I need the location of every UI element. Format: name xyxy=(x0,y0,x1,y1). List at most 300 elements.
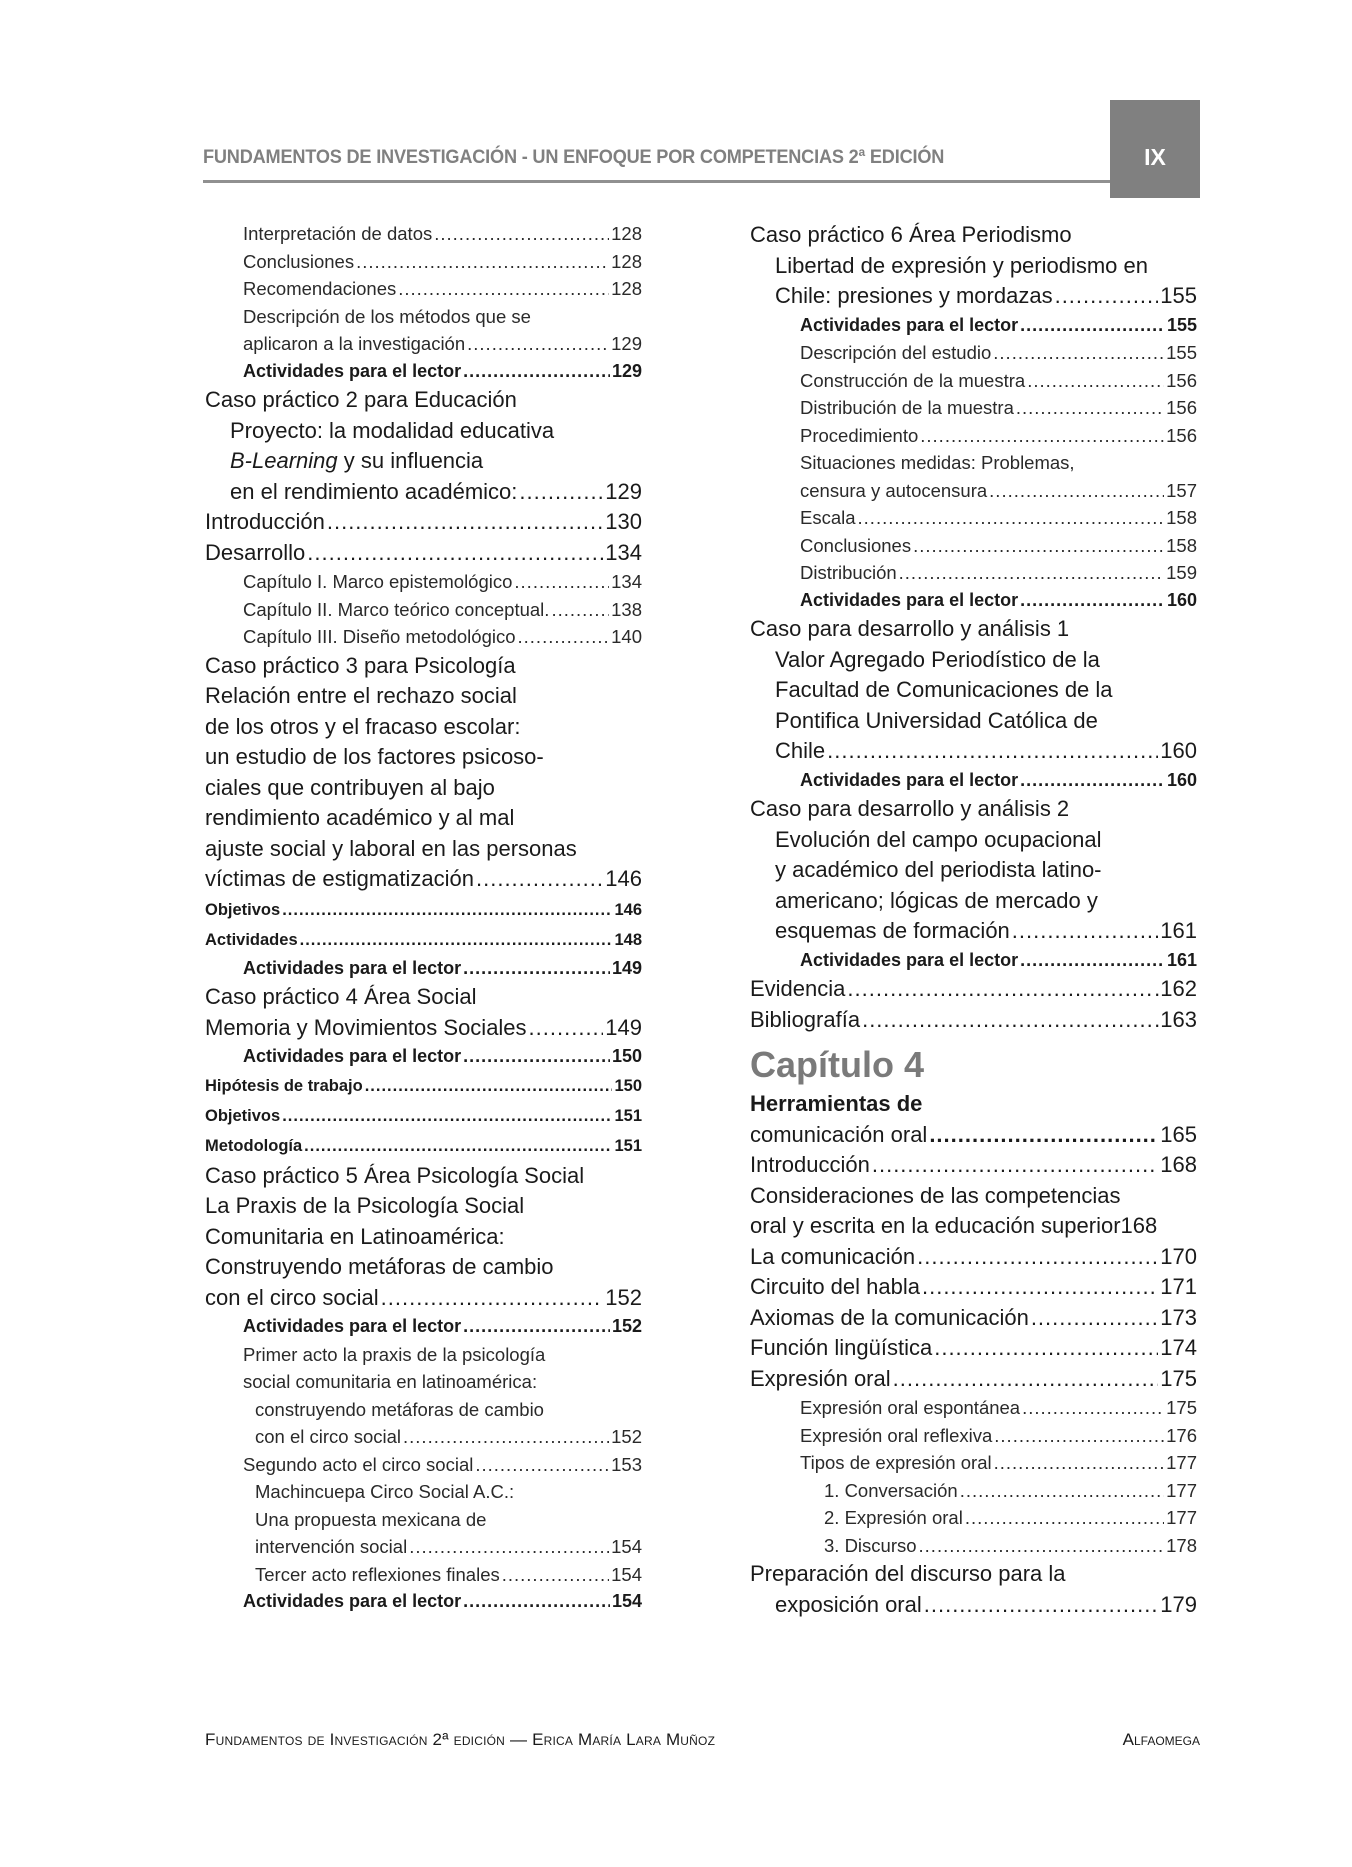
dot-leader xyxy=(965,1504,1164,1532)
toc-entry-page: 134 xyxy=(611,571,642,592)
dot-leader xyxy=(304,1131,612,1161)
toc-entry-title: de los otros y el fracaso escolar: xyxy=(205,713,521,739)
toc-entry-page: 157 xyxy=(1166,479,1197,501)
toc-entry-title: con el circo social xyxy=(205,1284,379,1310)
toc-entry xyxy=(205,596,642,624)
toc-entry-title: Actividades para el lector xyxy=(243,1046,462,1066)
dot-leader xyxy=(463,1313,610,1341)
toc-entry xyxy=(205,538,642,569)
toc-entry-page: 175 xyxy=(1166,1397,1197,1418)
toc-entry xyxy=(750,312,1197,340)
dot-leader xyxy=(847,974,1152,1005)
dot-leader xyxy=(551,596,609,624)
footer-book-credit: Fundamentos de Investigación 2ª edición — Erica María Lara Muñoz xyxy=(205,1730,716,1749)
dot-leader xyxy=(893,1364,1159,1395)
dot-leader xyxy=(913,532,1164,560)
toc-entry xyxy=(750,916,1197,947)
toc-entry-title: Actividades para el lector xyxy=(800,589,1019,610)
toc-entry-title: y académico del periodista latino- xyxy=(775,857,1102,882)
toc-entry-page: 159 xyxy=(1166,562,1197,583)
dot-leader xyxy=(1020,587,1165,615)
toc-entry-title: esquemas de formación xyxy=(775,918,1010,943)
dot-leader xyxy=(327,507,603,538)
dot-leader xyxy=(463,1043,610,1071)
toc-entry-title: Pontifica Universidad Católica de xyxy=(775,707,1098,733)
toc-entry-page: 156 xyxy=(1166,397,1197,418)
toc-entry xyxy=(750,1150,1197,1181)
toc-entry xyxy=(750,1089,1197,1120)
toc-entry-page: .163 xyxy=(1154,1006,1197,1032)
toc-entry xyxy=(205,416,642,447)
toc-entry-title: Caso práctico 2 para Educación xyxy=(205,387,517,412)
toc-entry-title: Objetivos xyxy=(205,900,281,919)
toc-entry-page: 158 xyxy=(1166,534,1197,556)
toc-column-right xyxy=(750,220,1197,1620)
dot-leader xyxy=(409,1533,609,1561)
toc-entry xyxy=(205,623,642,651)
toc-entry xyxy=(205,864,642,895)
toc-entry-page: 128 xyxy=(611,278,642,299)
dot-leader xyxy=(502,1561,609,1589)
toc-entry-title: Memoria y Movimientos Sociales xyxy=(205,1014,527,1040)
toc-entry xyxy=(750,1422,1197,1450)
footer-publisher: Alfaomega xyxy=(1122,1730,1200,1749)
toc-entry-title: Expresión oral reflexiva xyxy=(800,1424,993,1446)
toc-entry-page: 129 xyxy=(611,333,642,354)
toc-entry-title: 2. Expresión oral xyxy=(824,1507,963,1528)
dot-leader xyxy=(529,1013,604,1044)
dot-leader xyxy=(919,1532,1165,1560)
toc-entry xyxy=(750,794,1197,825)
toc-entry-page: 179 xyxy=(1160,1591,1197,1617)
toc-entry-title: Expresión oral xyxy=(750,1365,891,1391)
toc-entry-page: 170 xyxy=(1160,1243,1197,1269)
toc-entry xyxy=(750,886,1197,917)
toc-entry-page: 129 xyxy=(611,360,642,381)
toc-entry-title: social comunitaria en latinoamérica: xyxy=(243,1371,538,1392)
toc-entry-page: 149 xyxy=(611,957,642,978)
toc-entry xyxy=(750,1005,1197,1036)
toc-entry-title: Comunitaria en Latinoamérica: xyxy=(205,1223,505,1249)
toc-entry xyxy=(205,1252,642,1283)
toc-entry-title: Actividades para el lector xyxy=(800,314,1019,335)
dot-leader xyxy=(476,864,603,895)
dot-leader xyxy=(1012,916,1158,947)
toc-entry-page: 151 xyxy=(614,1106,642,1125)
toc-entry-page: 128 xyxy=(611,250,642,272)
toc-entry-page: 148 xyxy=(614,930,642,949)
toc-entry-title: Hipótesis de trabajo xyxy=(205,1076,363,1095)
dot-leader xyxy=(989,477,1164,505)
toc-entry xyxy=(205,773,642,804)
toc-entry-title: Facultad de Comunicaciones de la xyxy=(775,677,1113,702)
toc-entry xyxy=(750,1303,1197,1334)
toc-entry-page: 178 xyxy=(1166,1534,1197,1556)
toc-entry-title: Tipos de expresión oral xyxy=(800,1452,992,1473)
toc-entry xyxy=(205,1313,642,1341)
toc-entry-title: Distribución xyxy=(800,562,897,583)
dot-leader xyxy=(1031,1303,1158,1334)
toc-entry-page: 129 xyxy=(605,478,642,504)
toc-entry-title: ciales que contribuyen al bajo xyxy=(205,774,495,800)
dot-leader xyxy=(398,275,609,303)
toc-entry xyxy=(205,1588,642,1616)
chapter-heading: Capítulo 4 xyxy=(750,1044,925,1085)
toc-entry xyxy=(750,1394,1197,1422)
dot-leader xyxy=(1055,281,1159,312)
toc-entry-title: Herramientas de xyxy=(750,1091,923,1116)
toc-entry-page: 161 xyxy=(1160,918,1197,943)
toc-entry xyxy=(205,982,642,1013)
toc-entry-title: censura y autocensura xyxy=(800,479,988,501)
toc-entry xyxy=(750,281,1197,312)
toc-entry xyxy=(205,1222,642,1253)
toc-entry-title: Primer acto la praxis de la psicología xyxy=(243,1343,546,1365)
toc-entry-page: 146 xyxy=(614,900,642,919)
toc-entry-title: Conclusiones xyxy=(800,534,912,556)
toc-entry-page: 161 xyxy=(1166,949,1197,970)
toc-entry xyxy=(750,1242,1197,1273)
toc-entry-title: Interpretación de datos xyxy=(243,223,433,244)
toc-entry-page: 177 xyxy=(1166,1507,1197,1528)
toc-entry xyxy=(750,504,1197,532)
toc-entry xyxy=(750,614,1197,645)
toc-entry-title: Caso práctico 6 Área Periodismo xyxy=(750,222,1072,247)
toc-entry-title: Descripción de los métodos que se xyxy=(243,305,531,327)
toc-entry-title: rendimiento académico y al mal xyxy=(205,805,515,830)
toc-entry xyxy=(205,507,642,538)
toc-entry-title: Metodología xyxy=(205,1136,303,1155)
dot-leader xyxy=(475,1451,609,1479)
dot-leader xyxy=(862,1005,1152,1036)
toc-entry xyxy=(750,1181,1197,1212)
toc-entry xyxy=(205,446,642,477)
toc-entry xyxy=(205,1161,642,1192)
toc-entry-title: Proyecto: la modalidad educativa xyxy=(230,417,555,443)
toc-entry xyxy=(205,1341,642,1369)
toc-entry-page: 168 xyxy=(1160,1152,1197,1177)
toc-entry xyxy=(750,220,1197,251)
toc-entry xyxy=(205,1396,642,1424)
toc-entry-title: Función lingüística xyxy=(750,1335,933,1360)
toc-entry xyxy=(205,1423,642,1451)
toc-entry-title: Bibliografía xyxy=(750,1006,861,1032)
running-head: FUNDAMENTOS DE INVESTIGACIÓN - UN ENFOQUE POR COMPETENCIAS 2ª EDICIÓN xyxy=(203,146,945,168)
dot-leader xyxy=(934,1333,1158,1364)
toc-entry xyxy=(205,1131,642,1161)
toc-entry-page: .162 xyxy=(1154,976,1197,1001)
dot-leader xyxy=(899,559,1164,587)
toc-entry xyxy=(750,559,1197,587)
toc-entry xyxy=(205,220,642,248)
toc-entry-page: 153 xyxy=(611,1453,642,1475)
dot-leader xyxy=(463,955,610,983)
page-number: IX xyxy=(1144,144,1166,170)
toc-entry-title: Preparación del discurso para la xyxy=(750,1561,1066,1586)
toc-entry-title: Valor Agregado Periodístico de la xyxy=(775,646,1100,672)
toc-entry-title: víctimas de estigmatización xyxy=(205,866,474,891)
dot-leader xyxy=(1020,312,1165,340)
toc-entry-title: un estudio de los factores psicoso- xyxy=(205,744,544,769)
toc-entry xyxy=(205,742,642,773)
toc-entry xyxy=(750,675,1197,706)
dot-leader xyxy=(519,477,603,508)
toc-entry-page: 156 xyxy=(1166,424,1197,446)
toc-entry-page: 154 xyxy=(611,1536,642,1557)
toc-entry xyxy=(205,834,642,865)
dot-leader xyxy=(365,1071,613,1101)
toc-entry-title: comunicación oral xyxy=(750,1121,928,1147)
toc-entry-title: intervención social xyxy=(255,1536,408,1557)
toc-entry-page: 177 xyxy=(1166,1452,1197,1473)
dot-leader xyxy=(994,1422,1164,1450)
toc-entry-title: Tercer acto reflexiones finales xyxy=(255,1563,500,1585)
toc-entry-page: 152 xyxy=(611,1426,642,1447)
toc-entry xyxy=(750,394,1197,422)
toc-entry-title: Capítulo II. Marco teórico conceptual. xyxy=(243,598,550,620)
dot-leader xyxy=(827,736,1158,767)
toc-entry xyxy=(750,1120,1197,1151)
toc-entry-page: 149 xyxy=(605,1014,642,1040)
toc-entry-title: Escala xyxy=(800,507,856,528)
toc-entry-title: en el rendimiento académico: xyxy=(230,478,518,504)
toc-entry xyxy=(750,339,1197,367)
toc-entry xyxy=(205,1533,642,1561)
toc-entry xyxy=(205,385,642,416)
toc-entry-title: Expresión oral espontánea xyxy=(800,1397,1021,1418)
toc-entry-page: 130 xyxy=(605,509,642,534)
toc-entry-title: Desarrollo xyxy=(205,539,306,565)
toc-entry-title: Evolución del campo ocupacional xyxy=(775,826,1102,852)
toc-entry xyxy=(205,1071,642,1101)
dot-leader xyxy=(993,339,1164,367)
toc-entry-title: B-Learning y su influencia xyxy=(230,448,484,473)
toc-entry-title: Caso práctico 3 para Psicología xyxy=(205,652,516,678)
toc-entry xyxy=(205,330,642,358)
toc-entry xyxy=(750,1211,1197,1242)
toc-entry-page: 140 xyxy=(611,626,642,647)
toc-entry-page: 176 xyxy=(1166,1424,1197,1446)
toc-entry xyxy=(205,895,642,925)
toc-entry xyxy=(750,736,1197,767)
toc-entry xyxy=(205,712,642,743)
toc-entry xyxy=(750,645,1197,676)
header-rule xyxy=(203,180,1110,183)
toc-entry xyxy=(205,1451,642,1479)
dot-leader xyxy=(467,330,609,358)
toc-entry-page: 150 xyxy=(614,1076,642,1095)
toc-entry-title: Relación entre el rechazo social xyxy=(205,683,517,708)
toc-entry-title: Caso práctico 5 Área Psicología Social xyxy=(205,1162,585,1188)
toc-entry xyxy=(750,477,1197,505)
toc-entry-page: 128 xyxy=(611,223,642,244)
toc-entry-title: construyendo metáforas de cambio xyxy=(255,1398,544,1420)
dot-leader xyxy=(356,248,609,276)
toc-entry xyxy=(205,303,642,331)
toc-entry-title: Descripción del estudio xyxy=(800,342,992,363)
toc-entry-title: Situaciones medidas: Problemas, xyxy=(800,452,1075,473)
toc-entry-page: 138 xyxy=(611,598,642,620)
toc-entry-title: Una propuesta mexicana de xyxy=(255,1508,487,1530)
toc-entry xyxy=(750,1559,1197,1590)
toc-entry xyxy=(750,1333,1197,1364)
toc-entry xyxy=(750,855,1197,886)
toc-entry-page: 155 xyxy=(1160,283,1197,308)
dot-leader xyxy=(872,1150,1158,1181)
toc-entry xyxy=(750,1590,1197,1621)
toc-entry-title: aplicaron a la investigación xyxy=(243,333,466,354)
toc-entry-title: Machincuepa Circo Social A.C.: xyxy=(255,1481,515,1502)
toc-entry-page: 156 xyxy=(1166,369,1197,391)
toc-entry xyxy=(205,358,642,386)
toc-entry xyxy=(750,251,1197,282)
dot-leader xyxy=(282,895,612,925)
toc-entry xyxy=(205,568,642,596)
toc-entry xyxy=(750,532,1197,560)
toc-entry-page: 168 xyxy=(1120,1213,1158,1238)
toc-entry-title: Actividades para el lector xyxy=(800,769,1019,790)
toc-entry xyxy=(750,974,1197,1005)
dot-leader xyxy=(1020,767,1165,795)
page-header xyxy=(203,100,1200,198)
dot-leader xyxy=(300,925,613,955)
toc-entry-page: 160 xyxy=(1166,589,1197,610)
toc-entry-title: Segundo acto el circo social xyxy=(243,1453,474,1475)
toc-entry-page: 177 xyxy=(1166,1479,1197,1501)
toc-entry xyxy=(205,803,642,834)
toc-entry-title: Actividades para el lector xyxy=(243,1591,462,1611)
dot-leader xyxy=(307,538,603,569)
dot-leader xyxy=(282,1101,612,1131)
toc-entry xyxy=(750,1272,1197,1303)
toc-entry-page: 165 xyxy=(1160,1121,1197,1147)
page-number-tab xyxy=(1110,100,1200,198)
toc-entry xyxy=(205,925,642,955)
dot-leader xyxy=(929,1120,1158,1151)
toc-entry-page: 134 xyxy=(605,539,642,565)
toc-entry xyxy=(750,767,1197,795)
toc-entry-title: con el circo social xyxy=(255,1426,402,1447)
toc-entry-page: 154 xyxy=(611,1591,642,1611)
toc-entry xyxy=(750,449,1197,477)
toc-entry-title: La Praxis de la Psicología Social xyxy=(205,1193,525,1218)
toc-entry xyxy=(205,1561,642,1589)
toc-entry xyxy=(750,1364,1197,1395)
toc-entry xyxy=(205,651,642,682)
toc-entry-page: 175 xyxy=(1160,1365,1197,1391)
toc-entry-page: 150 xyxy=(611,1046,642,1066)
dot-leader xyxy=(518,623,610,651)
dot-leader xyxy=(434,220,609,248)
toc-entry-title: Distribución de la muestra xyxy=(800,397,1014,418)
toc-entry-page: 152 xyxy=(605,1284,642,1310)
toc-entry-page: 171 xyxy=(1160,1274,1197,1299)
dot-leader xyxy=(403,1423,609,1451)
dot-leader xyxy=(463,1588,610,1616)
toc-entry-title: Construcción de la muestra xyxy=(800,369,1026,391)
dot-leader xyxy=(514,568,609,596)
toc-entry-title: Chile xyxy=(775,738,826,763)
toc-entry-title: Capítulo I. Marco epistemológico xyxy=(243,571,513,592)
toc-entry xyxy=(750,1532,1197,1560)
toc-entry-title: Circuito del habla xyxy=(750,1274,920,1299)
toc-entry-title: 3. Discurso xyxy=(824,1534,917,1556)
toc-entry-page: 154 xyxy=(611,1563,642,1585)
dot-leader xyxy=(920,422,1164,450)
toc-entry-title: Conclusiones xyxy=(243,250,355,272)
toc-entry xyxy=(205,1283,642,1314)
toc-entry xyxy=(205,1191,642,1222)
dot-leader xyxy=(1022,1394,1164,1422)
toc-entry-title: ajuste social y laboral en las personas xyxy=(205,835,577,861)
toc-entry xyxy=(205,477,642,508)
dot-leader xyxy=(917,1242,1158,1273)
toc-entry-title: Evidencia xyxy=(750,976,846,1001)
toc-entry xyxy=(750,422,1197,450)
toc-entry-page: 160 xyxy=(1166,769,1197,790)
toc-entry-title: Capítulo III. Diseño metodológico xyxy=(243,626,516,647)
toc-entry-title: Chile: presiones y mordazas xyxy=(775,283,1053,308)
toc-entry xyxy=(750,825,1197,856)
toc-entry xyxy=(750,947,1197,975)
toc-entry xyxy=(750,1504,1197,1532)
dot-leader xyxy=(960,1477,1164,1505)
toc-entry-title: Introducción xyxy=(750,1152,870,1177)
toc-entry-title: Procedimiento xyxy=(800,424,919,446)
toc-column-left xyxy=(205,220,642,1616)
toc-entry xyxy=(750,367,1197,395)
toc-entry-page: 173 xyxy=(1160,1304,1197,1330)
toc-entry-title: Axiomas de la comunicación xyxy=(750,1304,1029,1330)
toc-entry-title: Actividades xyxy=(205,930,298,949)
dot-leader xyxy=(858,504,1165,532)
toc-entry-title: Caso práctico 4 Área Social xyxy=(205,984,477,1009)
dot-leader xyxy=(1020,947,1165,975)
toc-entry-page: 146 xyxy=(605,866,642,891)
toc-entry xyxy=(205,275,642,303)
dot-leader xyxy=(1027,367,1164,395)
toc-entry xyxy=(205,1368,642,1396)
toc-entry-title: Caso para desarrollo y análisis 1 xyxy=(750,616,1070,641)
toc-entry-page: 151 xyxy=(614,1136,642,1155)
toc-entry xyxy=(750,706,1197,737)
toc-entry xyxy=(205,1013,642,1044)
toc-entry-title: oral y escrita en la educación superior xyxy=(750,1213,1121,1238)
dot-leader xyxy=(381,1283,604,1314)
toc-entry-title: La comunicación xyxy=(750,1243,916,1269)
toc-entry-title: americano; lógicas de mercado y xyxy=(775,887,1098,913)
toc-entry-title: Consideraciones de las competencias xyxy=(750,1182,1121,1208)
dot-leader xyxy=(1016,394,1164,422)
toc-entry-page: 158 xyxy=(1166,507,1197,528)
toc-entry xyxy=(750,1477,1197,1505)
toc-entry xyxy=(205,955,642,983)
toc-entry-title: Libertad de expresión y periodismo en xyxy=(775,252,1149,278)
toc-entry-page: 160 xyxy=(1160,738,1197,763)
toc-entry xyxy=(205,1101,642,1131)
dot-leader xyxy=(463,358,610,386)
toc-entry-page: 152 xyxy=(611,1316,642,1336)
toc-entry-title: Actividades para el lector xyxy=(243,360,462,381)
toc-entry xyxy=(205,1043,642,1071)
toc-entry-title: Objetivos xyxy=(205,1106,281,1125)
toc-entry xyxy=(750,587,1197,615)
toc-entry-title: Actividades para el lector xyxy=(800,949,1019,970)
toc-entry-page: 155 xyxy=(1166,314,1197,335)
toc-entry-title: Actividades para el lector xyxy=(243,957,462,978)
toc-entry xyxy=(205,681,642,712)
toc-entry-title: Caso para desarrollo y análisis 2 xyxy=(750,796,1070,821)
